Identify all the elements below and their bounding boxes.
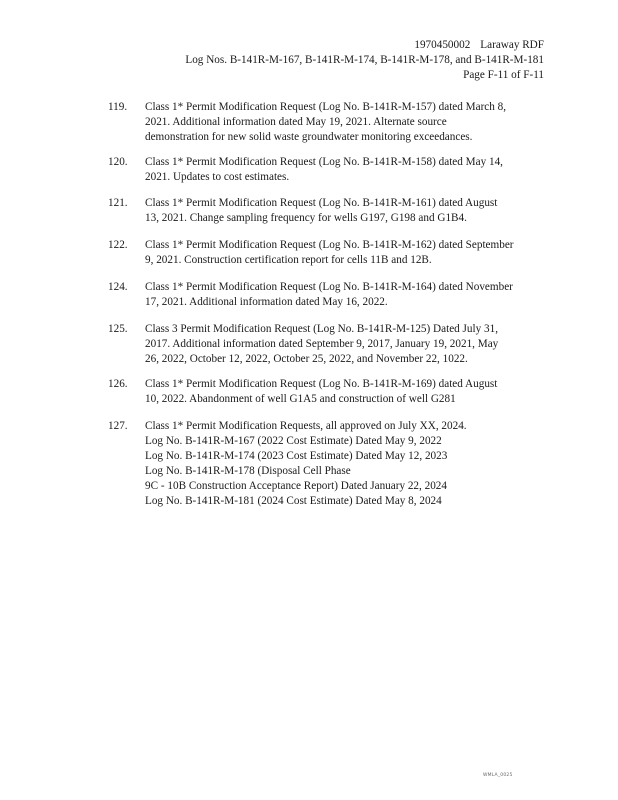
entry-text bbox=[145, 377, 545, 407]
entry-line: Log No. B-141R-M-174 (2023 Cost Estimate) Dated May 12, 2023 bbox=[145, 450, 448, 462]
entry-number: 126. bbox=[108, 378, 128, 390]
entry-line: Class 3 Permit Modification Request (Log No. B-141R-M-125) Dated July 31, bbox=[145, 323, 498, 335]
header-log-numbers: Log Nos. B-141R-M-167, B-141R-M-174, B-141R-M-178, and B-141R-M-181 bbox=[185, 54, 544, 66]
entry-line: Log No. B-141R-M-167 (2022 Cost Estimate) Dated May 9, 2022 bbox=[145, 435, 442, 447]
entry-line: Log No. B-141R-M-181 (2024 Cost Estimate) Dated May 8, 2024 bbox=[145, 495, 442, 507]
entry-line: 9C - 10B Construction Acceptance Report) Dated January 22, 2024 bbox=[145, 480, 447, 492]
page-number: Page F-11 of F-11 bbox=[463, 69, 544, 81]
entry-number: 120. bbox=[108, 156, 128, 168]
entry-text bbox=[145, 419, 545, 509]
entry-line: 2021. Additional information dated May 19, 2021. Alternate source bbox=[145, 116, 447, 128]
header-id-line bbox=[185, 38, 544, 53]
entry-number: 119. bbox=[108, 101, 128, 113]
bates-stamp: WMLA_0025 bbox=[483, 773, 513, 778]
entry-line: Log No. B-141R-M-178 (Disposal Cell Phase bbox=[145, 465, 351, 477]
entry-number: 127. bbox=[108, 420, 128, 432]
entry-line: Class 1* Permit Modification Request (Log No. B-141R-M-158) dated May 14, bbox=[145, 156, 503, 168]
entry-number: 122. bbox=[108, 239, 128, 251]
document-id: 1970450002 bbox=[414, 39, 471, 51]
entry-line: Class 1* Permit Modification Request (Log No. B-141R-M-162) dated September bbox=[145, 239, 514, 251]
entry-line: Class 1* Permit Modification Request (Log No. B-141R-M-169) dated August bbox=[145, 378, 498, 390]
entry-line: 9, 2021. Construction certification report for cells 11B and 12B. bbox=[145, 254, 432, 266]
entry-line: 2017. Additional information dated September 9, 2017, January 19, 2021, May bbox=[145, 338, 499, 350]
entry-line: demonstration for new solid waste groundwater monitoring exceedances. bbox=[145, 131, 473, 143]
entry-text bbox=[145, 196, 545, 226]
entry-line: Class 1* Permit Modification Request (Log No. B-141R-M-161) dated August bbox=[145, 197, 498, 209]
entry-line: Class 1* Permit Modification Requests, all approved on July XX, 2024. bbox=[145, 420, 467, 432]
entry-line: Class 1* Permit Modification Request (Log No. B-141R-M-157) dated March 8, bbox=[145, 101, 507, 113]
entry-number: 125. bbox=[108, 323, 128, 335]
entry-text bbox=[145, 322, 545, 367]
facility-name: Laraway RDF bbox=[480, 39, 544, 51]
entry-line: 17, 2021. Additional information dated May 16, 2022. bbox=[145, 296, 388, 308]
page-header bbox=[185, 38, 544, 83]
entry-text bbox=[145, 100, 545, 145]
entry-line: 26, 2022, October 12, 2022, October 25, 2022, and November 22, 1022. bbox=[145, 353, 468, 365]
entry-line: 10, 2022. Abandonment of well G1A5 and construction of well G281 bbox=[145, 393, 456, 405]
entry-line: 2021. Updates to cost estimates. bbox=[145, 171, 290, 183]
entry-number: 121. bbox=[108, 197, 128, 209]
entry-text bbox=[145, 155, 545, 185]
entry-line: 13, 2021. Change sampling frequency for wells G197, G198 and G1B4. bbox=[145, 212, 467, 224]
entry-text bbox=[145, 238, 545, 268]
entry-number: 124. bbox=[108, 281, 128, 293]
entry-line: Class 1* Permit Modification Request (Log No. B-141R-M-164) dated November bbox=[145, 281, 513, 293]
entry-text bbox=[145, 280, 545, 310]
